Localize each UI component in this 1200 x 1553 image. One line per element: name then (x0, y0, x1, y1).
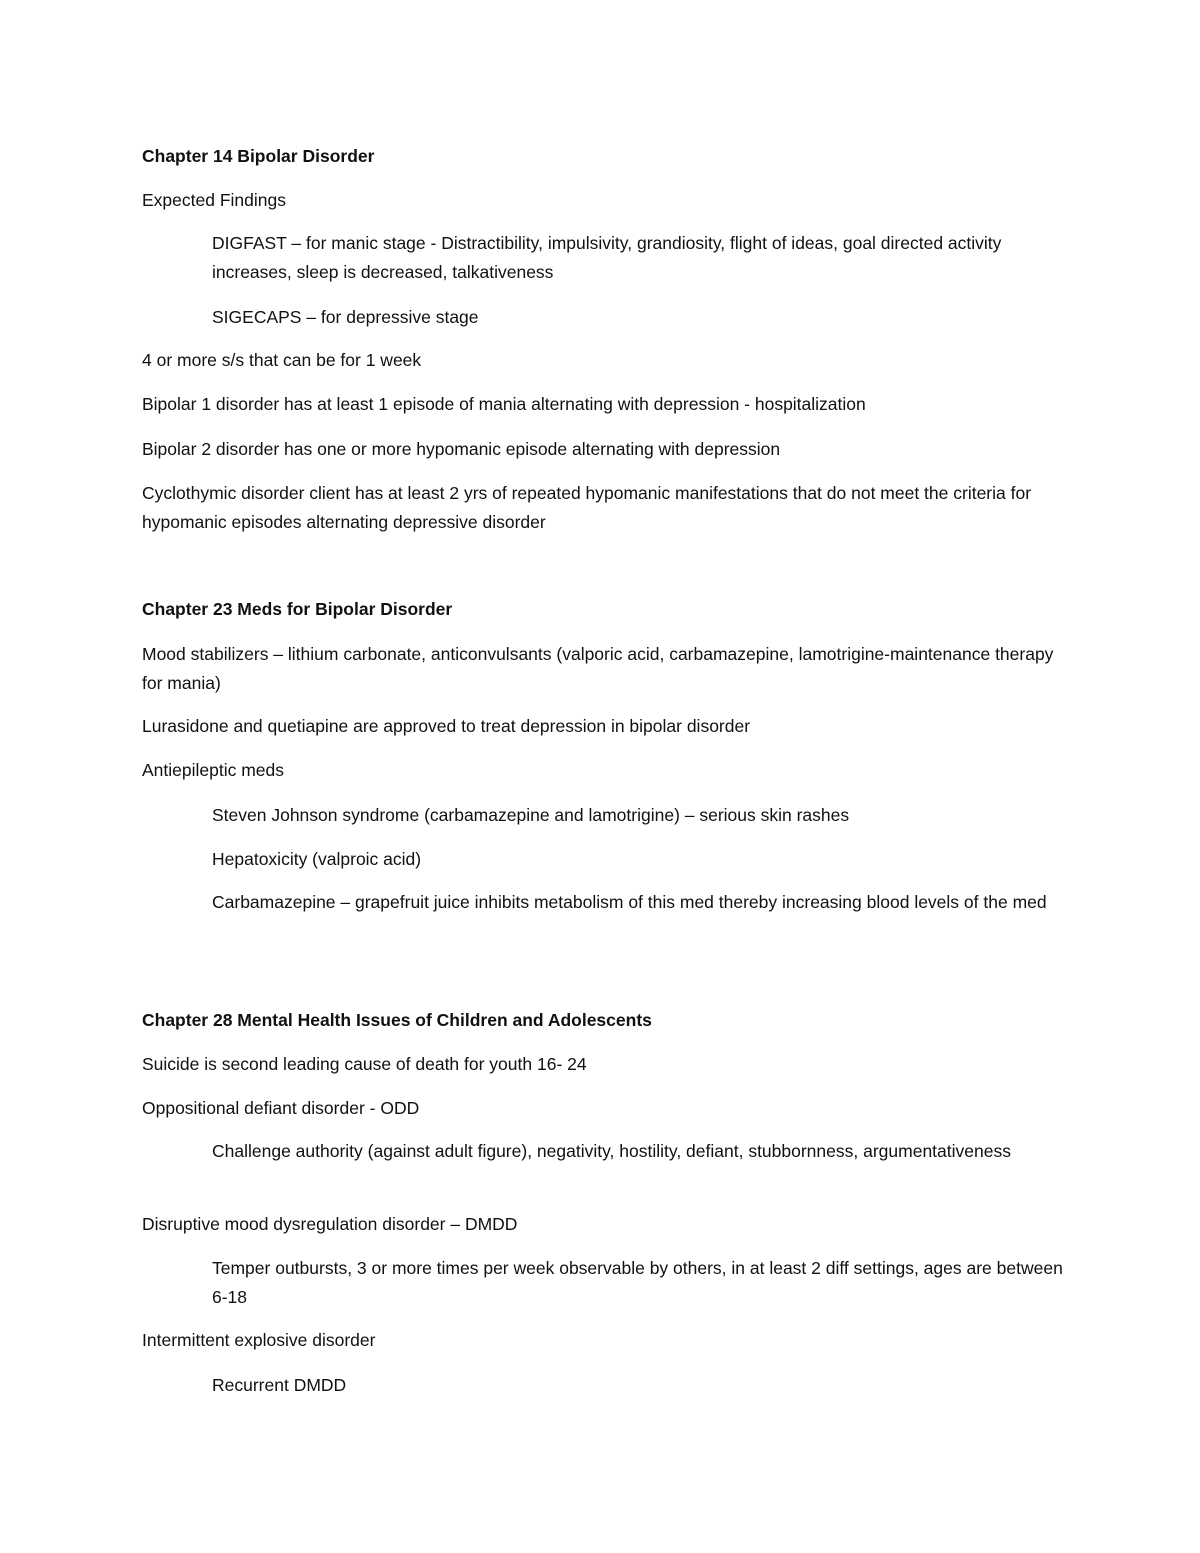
indented-paragraph: DIGFAST – for manic stage - Distractibility, impulsivity, grandiosity, flight of ideas, goal directed activity increases, sleep is decreased, talkativeness (212, 233, 1002, 282)
indented-paragraph: Recurrent DMDD (212, 1375, 347, 1395)
indented-paragraph: Temper outbursts, 3 or more times per week observable by others, in at least 2 diff settings, ages are between 6-18 (212, 1258, 1063, 1307)
paragraph: Lurasidone and quetiapine are approved to treat depression in bipolar disorder (142, 716, 751, 736)
indented-paragraph: Carbamazepine – grapefruit juice inhibits metabolism of this med thereby increasing blood levels of the med (212, 892, 1047, 912)
paragraph: Mood stabilizers – lithium carbonate, anticonvulsants (valporic acid, carbamazepine, lamotrigine-maintenance therapy for mania) (142, 644, 1054, 693)
paragraph: Suicide is second leading cause of death for youth 16- 24 (142, 1054, 587, 1074)
paragraph: Cyclothymic disorder client has at least 2 yrs of repeated hypomanic manifestations that do not meet the criteria for hypomanic episodes alternating depressive disorder (142, 483, 1032, 532)
subheading: Oppositional defiant disorder - ODD (142, 1098, 420, 1118)
section-heading: Chapter 14 Bipolar Disorder (142, 146, 375, 166)
indented-paragraph: Hepatoxicity (valproic acid) (212, 849, 422, 869)
indented-paragraph: Challenge authority (against adult figure), negativity, hostility, defiant, stubbornness, argumentativeness (212, 1141, 1011, 1161)
section-heading: Chapter 28 Mental Health Issues of Children and Adolescents (142, 1010, 652, 1030)
indented-paragraph: Steven Johnson syndrome (carbamazepine and lamotrigine) – serious skin rashes (212, 805, 850, 825)
paragraph: Bipolar 2 disorder has one or more hypomanic episode alternating with depression (142, 439, 781, 459)
subheading: Expected Findings (142, 190, 286, 210)
subheading: Intermittent explosive disorder (142, 1330, 376, 1350)
paragraph: 4 or more s/s that can be for 1 week (142, 350, 422, 370)
section-heading: Chapter 23 Meds for Bipolar Disorder (142, 599, 453, 619)
indented-paragraph: SIGECAPS – for depressive stage (212, 307, 479, 327)
paragraph: Bipolar 1 disorder has at least 1 episode of mania alternating with depression - hospitalization (142, 394, 866, 414)
subheading: Disruptive mood dysregulation disorder – DMDD (142, 1214, 518, 1234)
subheading: Antiepileptic meds (142, 760, 285, 780)
